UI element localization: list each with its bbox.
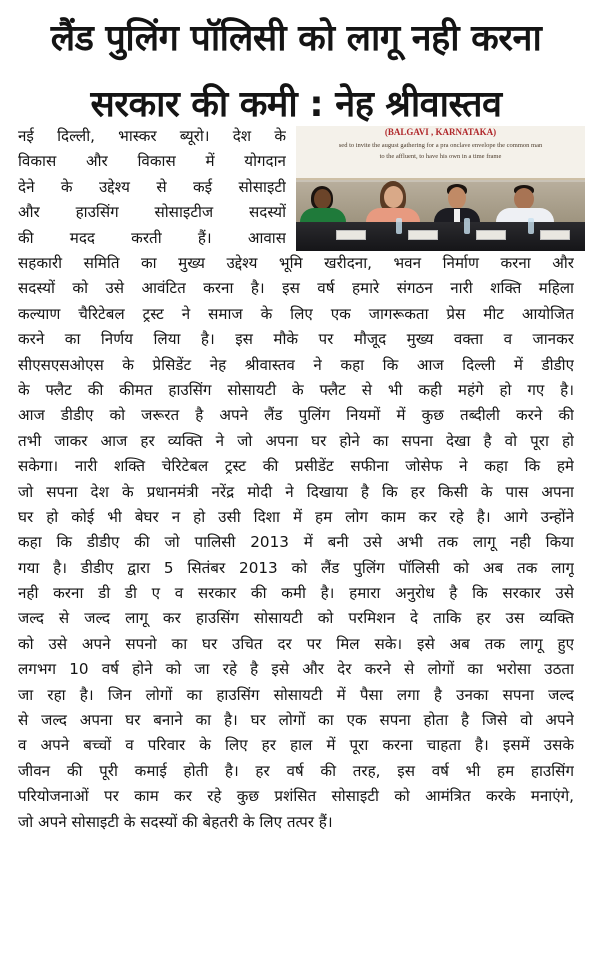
- article-line: सहकारी समिति का मुख्य उद्देश्य भूमि खरीदना, भवन निर्माण करना और: [18, 254, 574, 272]
- article-line: और हाउसिंग सोसाइटीज सदस्यों: [18, 203, 286, 222]
- nameplate: [336, 230, 366, 240]
- article-line: को उसे अपने सपनो का घर उचित दर पर मिल सके। इसे अब तक लागू हुए: [18, 634, 574, 653]
- article-line: सीएसएसओएस के प्रेसिडेंट नेह श्रीवास्तव ने कहा कि आज दिल्ली में डीडीए: [18, 355, 574, 374]
- article-line: सदस्यों को उसे आवंटित करना है। इस वर्ष हमारे संगठन नारी शक्ति महिला: [18, 279, 574, 298]
- headline-line-1: लैंड पुलिंग पॉलिसी को लागू नही करना: [50, 18, 542, 59]
- article-line: की मदद करती हैं। आवास: [18, 228, 286, 247]
- banner-text-line-1: sed to invite the august gathering for a pra onclave envelope the common man: [338, 142, 543, 149]
- article-line: देने के उद्देश्य से कई सोसाइटी: [18, 177, 286, 196]
- article-line: के फ्लैट की कीमत हाउसिंग सोसायटी के फ्लैट से भी कही महंगे हो गए है।: [18, 380, 574, 399]
- article-line: तभी जाकर आज हर व्यक्ति ने जो अपना घर होने का सपना देखा है वो पूरा हो: [18, 431, 574, 450]
- article-line: आज डीडीए को जरूरत है अपने लैंड पुलिंग नियमों में कुछ तब्दीली करने की: [18, 406, 574, 425]
- nameplate: [408, 230, 438, 240]
- banner-text-line-2: to the affluent, to have his own in a time frame: [379, 153, 502, 160]
- article-line: कहा कि डीडीए की जो पालिसी 2013 में बनी उसे अभी तक लागू नही किया: [18, 533, 574, 552]
- article-body: [18, 251, 574, 835]
- article-line: नई दिल्ली, भास्कर ब्यूरो। देश के: [18, 127, 286, 145]
- press-meet-photo: [296, 126, 585, 251]
- article-line: नही करना डी डी ए व सरकार की कमी है। हमारा अनुरोध है कि सरकार उसे: [18, 584, 574, 603]
- water-bottle: [464, 218, 470, 234]
- article-line: गया है। डीडीए द्वारा 5 सितंबर 2013 को लैंड पुलिंग पॉलिसी को अब तक लागू: [18, 558, 574, 577]
- article-line: जीवन की पूरी कमाई होती है। हर वर्ष की तरह, इस वर्ष भी हम हाउसिंग: [18, 761, 574, 780]
- article-line: करने का निर्णय लिया है। इस मौके पर मौजूद मुख्य वक्ता व जानकर: [18, 330, 574, 349]
- nameplate: [540, 230, 570, 240]
- article-line: सकेगा। नारी शक्ति चेरिटेबल ट्रस्ट की प्रसीडेंट सफीना जोसेफ ने कहा कि हमे: [18, 457, 574, 476]
- event-banner: [296, 126, 585, 180]
- water-bottle: [528, 218, 534, 234]
- article-line: परियोजनाओं पर काम कर रहे कुछ प्रशंसित सोसाइटी को आमंत्रित करके मनाएंगे,: [18, 787, 574, 806]
- article-line: कल्याण चैरिटेबल ट्रस्ट ने समाज के लिए एक जागरूकता प्रेस मीट आयोजित: [18, 304, 574, 323]
- water-bottle: [396, 218, 402, 234]
- article-line: घर हो कोई भी बेघर न हो उसी दिशा में हम लोग काम कर रहे है। आगे उन्होंने: [18, 507, 574, 526]
- article-line: जो सपना देश के प्रधानमंत्री नरेंद्र मोदी ने दिखाया है कि हर किसी के पास अपना: [18, 482, 574, 501]
- article-intro: [18, 124, 286, 251]
- headline-line-2: सरकार की कमी : नेह श्रीवास्तव: [90, 84, 502, 125]
- article-line: विकास और विकास में योगदान: [18, 152, 286, 171]
- article-line: लगभग 10 वर्ष होने को जा रहे है इसे और देर करने से लोगों का भरोसा उठता: [18, 660, 574, 679]
- article-line: जा रहा है। जिन लोगों का हाउसिंग सोसायटी में पैसा लगा है उनका सपना जल्द: [18, 685, 574, 704]
- article-line: जो अपने सोसाइटी के सदस्यों की बेहतरी के लिए तत्पर हैं।: [18, 812, 333, 831]
- banner-title: (BALGAVI , KARNATAKA): [384, 127, 497, 137]
- article-line: जल्द से जल्द लागू कर हाउसिंग सोसायटी को परमिशन दे ताकि हर उस व्यक्ति: [18, 609, 574, 628]
- nameplate: [476, 230, 506, 240]
- article-line: से जल्द अपना घर बनाने का है। घर लोगों का एक सपना होता है जिसे वो अपने: [18, 711, 574, 730]
- article-line: व अपने बच्चों व परिवार के लिए हर हाल में पूरा करना चाहता है। इसमें उसके: [18, 736, 574, 755]
